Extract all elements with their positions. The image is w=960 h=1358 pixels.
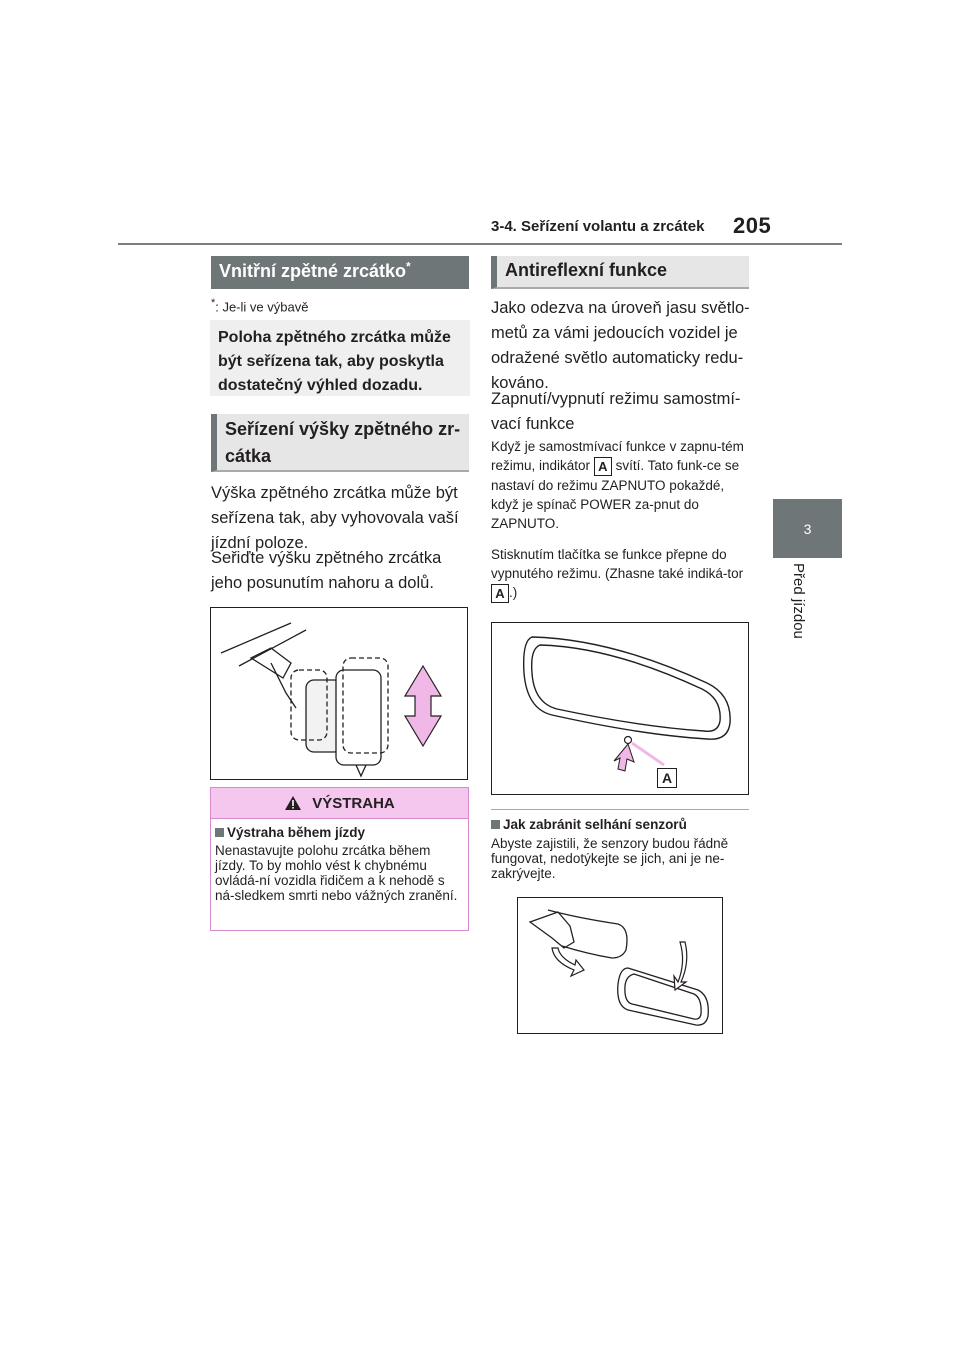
subheading-height-adjust [211, 414, 469, 472]
indicator-text-b: svítí. Tato funk-ce se nastaví do režimu ZAPNUTO pokaždé, když je spínač POWER za-pnut do ZAPNUTO. [491, 458, 740, 531]
indicator-paragraph [491, 437, 753, 533]
page-number: 205 [733, 213, 772, 238]
chapter-label [790, 563, 820, 663]
up-down-arrow-icon [405, 666, 441, 746]
warning-header [211, 788, 468, 819]
footnote [211, 297, 308, 314]
chapter-label-text: Před jízdou [790, 563, 807, 639]
subheading-sensors-row [491, 817, 687, 832]
label-a-box: A [491, 584, 509, 603]
paragraph: Abyste zajistili, že senzory budou řádně fungovat, nedotýkejte se jich, ani je ne-zakrývejte. [491, 836, 729, 881]
footnote-marker: * [211, 297, 216, 309]
paragraph: Jako odezva na úroveň jasu světlo-metů za vámi jedoucích vozidel je odražené světlo automaticky redu-kováno. [491, 299, 750, 392]
paragraph: Zapnutí/vypnutí režimu samostmí-vací funkce [491, 390, 741, 433]
square-bullet-icon [491, 820, 500, 829]
paragraph: Seřiďte výšku zpětného zrcátka jeho posunutím nahoru a dolů. [211, 549, 442, 592]
section-title: 3-4. Seřízení volantu a zrcátek [491, 218, 705, 235]
figure-mirror-height [210, 607, 468, 780]
warning-subtitle-row [215, 825, 464, 840]
intro-box: Poloha zpětného zrcátka může být seřízena tak, aby poskytla dostatečný výhled dozadu. [210, 320, 470, 396]
heading-text: Vnitřní zpětné zrcátko [219, 261, 407, 281]
header-divider [118, 243, 842, 245]
press-arrow-icon [614, 744, 634, 771]
chapter-tab[interactable] [773, 499, 842, 558]
section-heading-inner-mirror [211, 256, 469, 289]
heading-text: Antireflexní funkce [505, 260, 668, 280]
mirror-height-illustration [211, 608, 467, 779]
divider [491, 809, 749, 810]
warning-text: Nenastavujte polohu zrcátka během jízdy. To by mohlo vést k chybnému ovládá-ní vozidla řidičem a k nehodě s ná-sledkem smrti nebo vážných zranění. [215, 843, 458, 903]
footnote-text: : Je-li ve výbavě [215, 299, 309, 315]
warning-box [210, 787, 469, 931]
subheading-sensors: Jak zabránit selhání senzorů [503, 817, 687, 832]
sensors-illustration [518, 898, 722, 1033]
down-arrow-icon [674, 942, 687, 990]
square-bullet-icon [215, 828, 224, 837]
curved-arrow-icon [552, 948, 584, 976]
heading-marker: * [406, 259, 411, 274]
warning-title: VÝSTRAHA [312, 794, 395, 812]
label-a-box: A [594, 457, 612, 476]
chapter-number: 3 [803, 520, 812, 537]
section-heading-antiglare [491, 256, 749, 289]
button-text-a: Stisknutím tlačítka se funkce přepne do vypnutého režimu. (Zhasne také indiká-tor [491, 547, 744, 581]
antiglare-mirror-illustration [492, 623, 748, 794]
figure-label-a: A [657, 768, 677, 788]
subheading-text: Seřízení výšky zpětného zr-cátka [225, 419, 461, 466]
paragraph: Výška zpětného zrcátka může být seřízena tak, aby vyhovovala vaší jízdní poloze. [211, 484, 459, 552]
warning-triangle-icon [284, 795, 302, 811]
button-text-b: .) [509, 585, 518, 600]
warning-subtitle: Výstraha během jízdy [227, 825, 366, 840]
figure-sensors [517, 897, 723, 1034]
figure-antiglare-mirror [491, 622, 749, 795]
button-paragraph [491, 545, 753, 603]
indicator-text-a: Když je samostmívací funkce v zapnu-tém režimu, indikátor [491, 439, 744, 473]
